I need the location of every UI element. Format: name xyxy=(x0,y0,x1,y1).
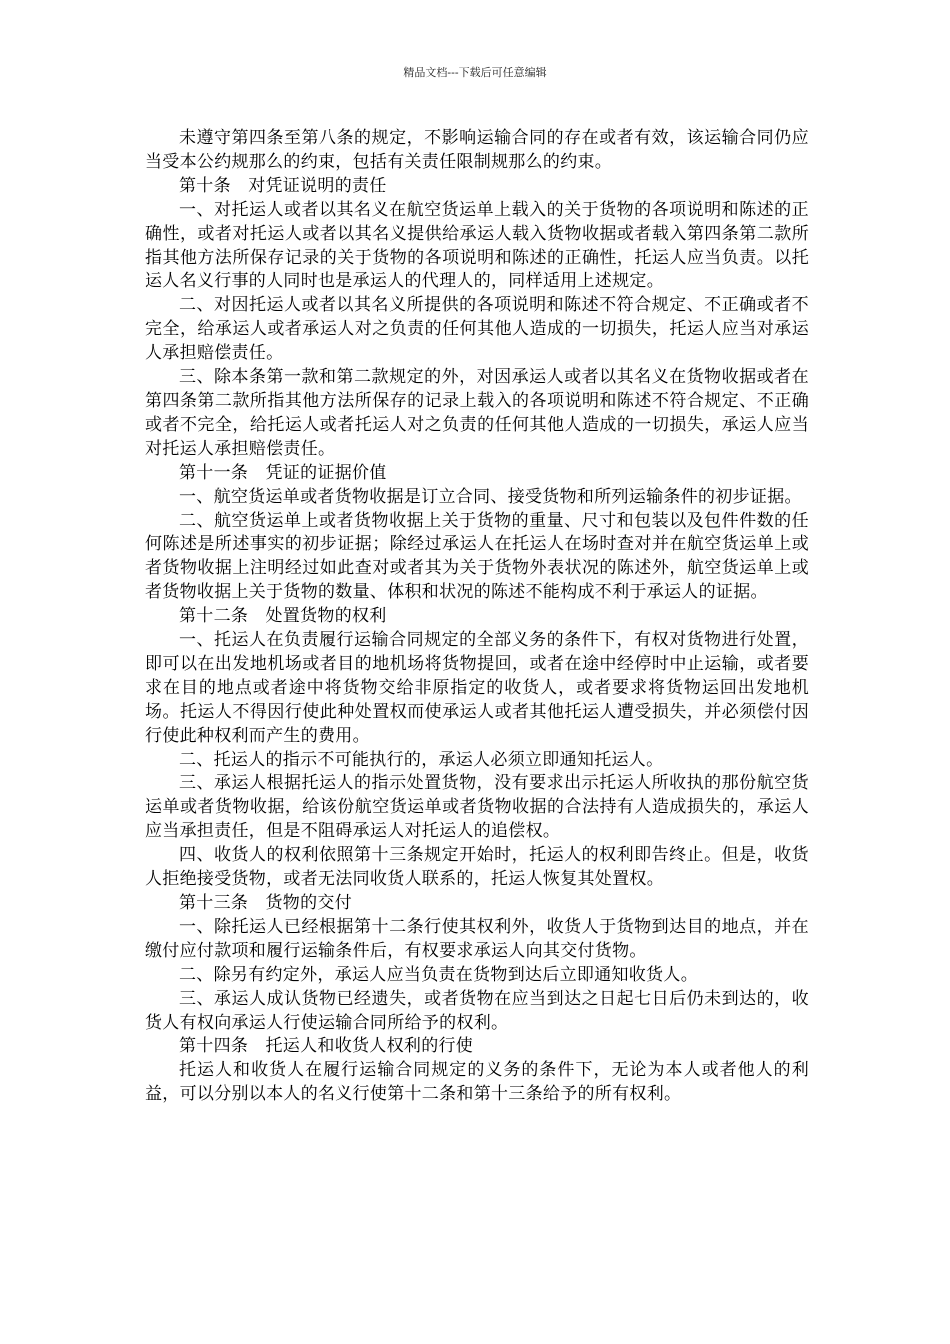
article-12-clause-2: 二、托运人的指示不可能执行的，承运人必须立即通知托运人。 xyxy=(179,749,664,770)
article-11-clause-1: 一、航空货运单或者货物收据是订立合同、接受货物和所列运输条件的初步证据。 xyxy=(179,486,802,507)
article-14-heading: 第十四条 托运人和收货人权利的行使 xyxy=(179,1036,474,1057)
article-10-clause-2: 二、对因托运人或者以其名义所提供的各项说明和陈述不符合规定、不正确或者不完全，给承运人或者承运人对之负责的任何其他人造成的一切损失，托运人应当对承运人承担赔偿责任。 xyxy=(145,295,809,364)
article-12-clause-1: 一、托运人在负责履行运输合同规定的全部义务的条件下，有权对货物进行处置，即可以在出发地机场或者目的地机场将货物提回，或者在途中经停时中止运输，或者要求在目的地点或者途中将货物交给非原指定的收货人，或者要求将货物运回出发地机场。托运人不得因行使此种处置权而使承运人或者其他托运人遭受损失，并必须偿付因行使此种权利而产生的费用。 xyxy=(145,630,809,746)
article-13-clause-3: 三、承运人成认货物已经遗失，或者货物在应当到达之日起七日后仍未到达的，收货人有权向承运人行使运输合同所给予的权利。 xyxy=(145,988,809,1033)
page-header: 精品文档---下载后可任意编辑 xyxy=(403,66,547,79)
article-10-clause-1: 一、对托运人或者以其名义在航空货运单上载入的关于货物的各项说明和陈述的正确性，或者对托运人或者以其名义提供给承运人载入货物收据或者载入第四条第二款所指其他方法所保存记录的关于货物的各项说明和陈述的正确性，托运人应当负责。以托运人名义行事的人同时也是承运人的代理人的，同样适用上述规定。 xyxy=(145,199,809,292)
article-12-heading: 第十二条 处置货物的权利 xyxy=(179,606,387,627)
article-10-clause-3: 三、除本条第一款和第二款规定的外，对因承运人或者以其名义在货物收据或者在第四条第二款所指其他方法所保存的记录上载入的各项说明和陈述不符合规定、不正确或者不完全，给托运人或者托运人对之负责的任何其他人造成的一切损失，承运人应当对托运人承担赔偿责任。 xyxy=(145,367,809,459)
article-11-clause-2: 二、航空货运单上或者货物收据上关于货物的重量、尺寸和包装以及包件件数的任何陈述是所述事实的初步证据；除经过承运人在托运人在场时查对并在航空货运单上或者货物收据上注明经过如此查对或者其为关于货物外表状况的陈述外，航空货运单上或者货物收据上关于货物的数量、体积和状况的陈述不能构成不利于承运人的证据。 xyxy=(145,510,809,603)
article-10-heading: 第十条 对凭证说明的责任 xyxy=(179,175,387,196)
article-11-heading: 第十一条 凭证的证据价值 xyxy=(179,462,387,483)
article-13-clause-1: 一、除托运人已经根据第十二条行使其权利外，收货人于货物到达目的地点，并在缴付应付款项和履行运输条件后，有权要求承运人向其交付货物。 xyxy=(145,916,809,961)
paragraph-continuation: 未遵守第四条至第八条的规定，不影响运输合同的存在或者有效，该运输合同仍应当受本公约规那么的约束，包括有关责任限制规那么的约束。 xyxy=(145,128,809,172)
document-body xyxy=(145,127,809,1107)
article-12-clause-4: 四、收货人的权利依照第十三条规定开始时，托运人的权利即告终止。但是，收货人拒绝接受货物，或者无法同收货人联系的，托运人恢复其处置权。 xyxy=(145,845,809,890)
article-14-body: 托运人和收货人在履行运输合同规定的义务的条件下，无论为本人或者他人的利益，可以分别以本人的名义行使第十二条和第十三条给予的所有权利。 xyxy=(145,1060,809,1105)
article-13-heading: 第十三条 货物的交付 xyxy=(179,893,352,913)
article-12-clause-3: 三、承运人根据托运人的指示处置货物，没有要求出示托运人所收执的那份航空货运单或者货物收据，给该份航空货运单或者货物收据的合法持有人造成损失的，承运人应当承担责任，但是不阻碍承运人对托运人的追偿权。 xyxy=(145,773,809,842)
article-13-clause-2: 二、除另有约定外，承运人应当负责在货物到达后立即通知收货人。 xyxy=(179,964,698,985)
